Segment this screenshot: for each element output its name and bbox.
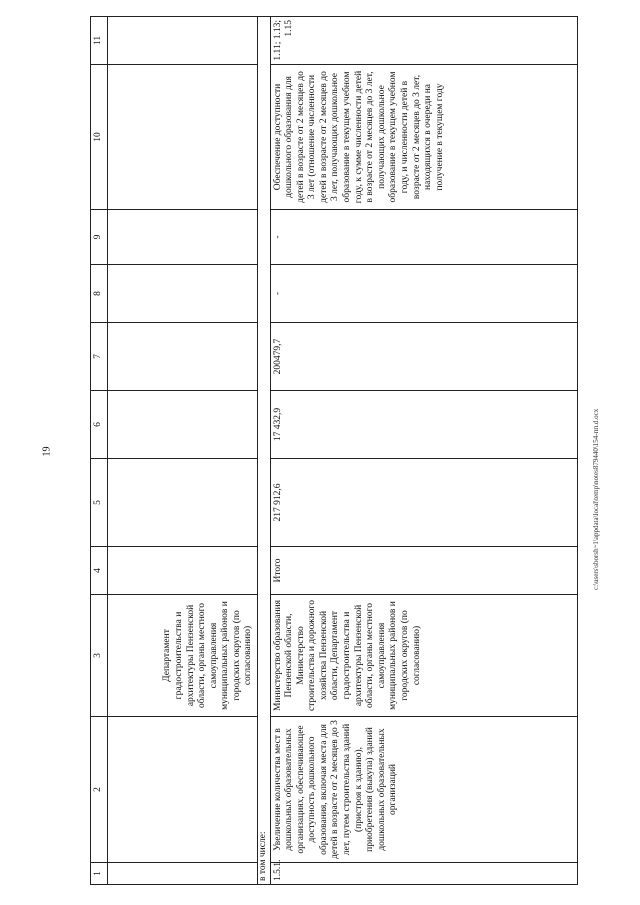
- header-cell-2: 2: [91, 717, 108, 863]
- row-number: 1.5.1.: [270, 863, 577, 885]
- header-cell-7: 7: [91, 323, 108, 391]
- measure-name: Увеличение количества мест в дошкольных образовательных организациях, обеспечивающее доступность дошкольного образования, включая места для детей в возрасте от 2 месяцев до 3 лет, путем строительства зданий (пристроя к зданию), приобретения (выкупа) зданий дошкольных образовательных организаций: [270, 717, 577, 863]
- header-cell-8: 8: [91, 265, 108, 323]
- header-row: [91, 17, 108, 885]
- header-cell-5: 5: [91, 459, 108, 547]
- target-indicator: Обеспечение доступности дошкольного образования для детей в возрасте от 2 месяцев до 3 лет (отношение численности детей в возрасте от 2 месяцев до 3 лет, получающих дошкольное образование в текущем учебном году, к сумме численности детей в возрасте от 2 месяцев до 3 лет, получающих дошкольное образование в текущем учебном году, и численности детей в возрасте от 2 месяцев до 3 лет, находящихся в очереди на получение в текущем году: [270, 65, 577, 210]
- rotated-table-container: [90, 17, 578, 885]
- funding-col9: -: [270, 210, 577, 265]
- funding-col6: 17 432,9: [270, 391, 577, 459]
- header-cell-9: 9: [91, 210, 108, 265]
- page-number: 19: [41, 446, 53, 457]
- footer-file-path: c:\users\sborsh~1\appdata\local\temp\notes879440\154-пп.d.ocx: [592, 408, 600, 590]
- funding-col8: -: [270, 265, 577, 323]
- header-cell-4: 4: [91, 547, 108, 595]
- table-row-including: [258, 17, 271, 885]
- header-cell-6: 6: [91, 391, 108, 459]
- program-measures-table: [90, 16, 578, 885]
- continued-executors-cell: Департамент градостроительства и архитектуры Пензенской области, органы местного самоуправления муниципальных районов и городских округов (по согласованию): [108, 595, 258, 717]
- funding-col7: 200479,7: [270, 323, 577, 391]
- executors-cell: Министерство образования Пензенской области, Министерство строительства и дорожного хозяйства Пензенской области, Департамент градостроительства и архитектуры Пензенской области, органы местного самоуправления муниципальных районов и городских округов (по согласованию): [270, 595, 577, 717]
- table-row-continued: [108, 17, 258, 885]
- funding-source: Итого: [270, 547, 577, 595]
- header-cell-10: 10: [91, 65, 108, 210]
- header-cell-3: 3: [91, 595, 108, 717]
- indicator-refs: 1.11; 1.13; 1.15: [270, 17, 577, 65]
- funding-total: 217 912,6: [270, 459, 577, 547]
- including-label: в том числе:: [258, 17, 271, 885]
- table-row-1-5-1: [270, 17, 577, 885]
- header-cell-1: 1: [91, 863, 108, 885]
- header-cell-11: 11: [91, 17, 108, 65]
